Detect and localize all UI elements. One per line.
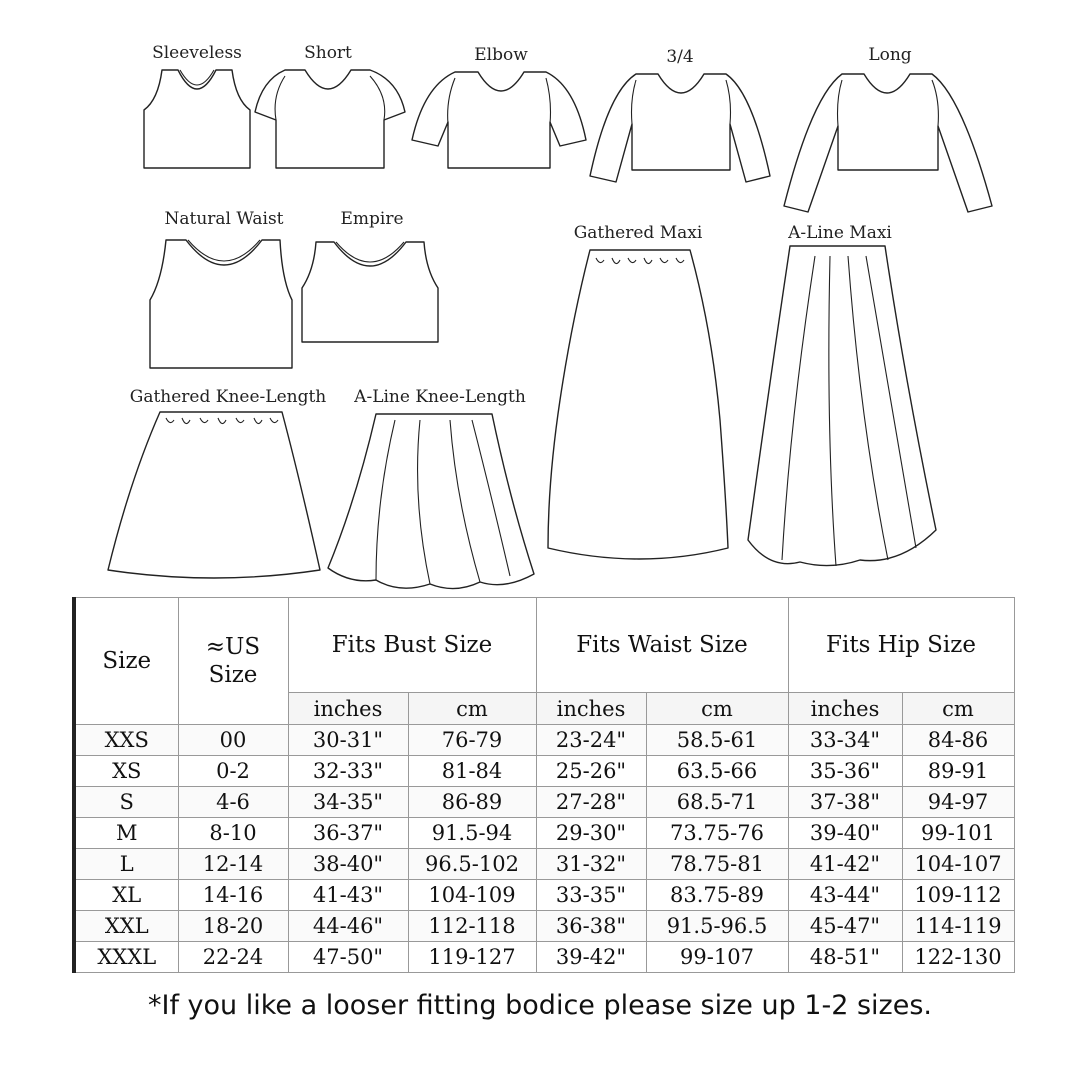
cell-bust-cm: 91.5-94 xyxy=(408,818,536,849)
cell-hip-inches: 39-40" xyxy=(788,818,902,849)
cell-hip-cm: 104-107 xyxy=(902,849,1014,880)
cell-bust-inches: 47-50" xyxy=(288,942,408,973)
cell-waist-inches: 36-38" xyxy=(536,911,646,942)
cell-us-size: 22-24 xyxy=(178,942,288,973)
cell-bust-inches: 44-46" xyxy=(288,911,408,942)
cell-hip-cm: 114-119 xyxy=(902,911,1014,942)
label-gathered-maxi: Gathered Maxi xyxy=(573,223,703,243)
cell-bust-cm: 96.5-102 xyxy=(408,849,536,880)
cell-bust-inches: 32-33" xyxy=(288,756,408,787)
cell-size: S xyxy=(74,787,178,818)
label-natural-waist: Natural Waist xyxy=(164,209,284,229)
elbow-sleeve-top-drawing xyxy=(412,72,586,168)
label-three-quarter: 3/4 xyxy=(666,47,694,67)
cell-us-size: 14-16 xyxy=(178,880,288,911)
cell-size: XXXL xyxy=(74,942,178,973)
cell-waist-cm: 83.75-89 xyxy=(646,880,788,911)
table-row xyxy=(74,849,1014,880)
cell-us-size: 12-14 xyxy=(178,849,288,880)
cell-waist-cm: 68.5-71 xyxy=(646,787,788,818)
label-short: Short xyxy=(304,43,352,63)
cell-waist-cm: 78.75-81 xyxy=(646,849,788,880)
cell-hip-inches: 48-51" xyxy=(788,942,902,973)
cell-hip-inches: 43-44" xyxy=(788,880,902,911)
cell-hip-inches: 41-42" xyxy=(788,849,902,880)
header-waist: Fits Waist Size xyxy=(536,598,788,693)
header-size: Size xyxy=(74,598,178,725)
three-quarter-sleeve-top-drawing xyxy=(590,74,770,182)
cell-bust-inches: 38-40" xyxy=(288,849,408,880)
cell-waist-cm: 63.5-66 xyxy=(646,756,788,787)
cell-waist-inches: 23-24" xyxy=(536,725,646,756)
cell-waist-inches: 25-26" xyxy=(536,756,646,787)
cell-bust-inches: 30-31" xyxy=(288,725,408,756)
gathered-knee-length-skirt-drawing xyxy=(108,412,320,578)
header-bust: Fits Bust Size xyxy=(288,598,536,693)
cell-waist-inches: 31-32" xyxy=(536,849,646,880)
cell-hip-inches: 33-34" xyxy=(788,725,902,756)
cell-hip-inches: 45-47" xyxy=(788,911,902,942)
subheader-bust-cm: cm xyxy=(408,693,536,725)
cell-size: XS xyxy=(74,756,178,787)
label-long: Long xyxy=(868,45,912,65)
cell-bust-cm: 81-84 xyxy=(408,756,536,787)
header-us-size: ≈US Size xyxy=(178,598,288,725)
cell-hip-cm: 99-101 xyxy=(902,818,1014,849)
label-empire: Empire xyxy=(340,209,404,229)
table-row xyxy=(74,787,1014,818)
cell-hip-cm: 94-97 xyxy=(902,787,1014,818)
cell-hip-cm: 109-112 xyxy=(902,880,1014,911)
table-row xyxy=(74,942,1014,973)
cell-waist-inches: 27-28" xyxy=(536,787,646,818)
sizing-note: *If you like a looser fitting bodice please size up 1-2 sizes. xyxy=(147,990,932,1021)
cell-bust-inches: 41-43" xyxy=(288,880,408,911)
cell-us-size: 0-2 xyxy=(178,756,288,787)
cell-us-size: 4-6 xyxy=(178,787,288,818)
subheader-hip-inches: inches xyxy=(788,693,902,725)
cell-waist-cm: 58.5-61 xyxy=(646,725,788,756)
cell-waist-inches: 33-35" xyxy=(536,880,646,911)
cell-bust-cm: 104-109 xyxy=(408,880,536,911)
cell-waist-cm: 99-107 xyxy=(646,942,788,973)
table-row xyxy=(74,911,1014,942)
cell-bust-inches: 36-37" xyxy=(288,818,408,849)
cell-hip-cm: 122-130 xyxy=(902,942,1014,973)
subheader-waist-inches: inches xyxy=(536,693,646,725)
table-row xyxy=(74,818,1014,849)
cell-size: M xyxy=(74,818,178,849)
cell-hip-cm: 89-91 xyxy=(902,756,1014,787)
a-line-knee-length-skirt-drawing xyxy=(328,414,534,589)
header-hip: Fits Hip Size xyxy=(788,598,1014,693)
table-row xyxy=(74,756,1014,787)
cell-waist-inches: 39-42" xyxy=(536,942,646,973)
cell-us-size: 8-10 xyxy=(178,818,288,849)
a-line-maxi-skirt-drawing xyxy=(748,246,936,566)
cell-us-size: 00 xyxy=(178,725,288,756)
gathered-maxi-skirt-drawing xyxy=(548,250,728,559)
long-sleeve-top-drawing xyxy=(784,74,992,212)
table-row xyxy=(74,725,1014,756)
cell-hip-cm: 84-86 xyxy=(902,725,1014,756)
cell-hip-inches: 35-36" xyxy=(788,756,902,787)
cell-size: XXS xyxy=(74,725,178,756)
cell-waist-inches: 29-30" xyxy=(536,818,646,849)
cell-bust-cm: 86-89 xyxy=(408,787,536,818)
natural-waist-bodice-drawing xyxy=(150,240,292,368)
empire-bodice-drawing xyxy=(302,242,438,342)
cell-bust-cm: 119-127 xyxy=(408,942,536,973)
label-elbow: Elbow xyxy=(474,45,528,65)
subheader-hip-cm: cm xyxy=(902,693,1014,725)
subheader-waist-cm: cm xyxy=(646,693,788,725)
cell-hip-inches: 37-38" xyxy=(788,787,902,818)
cell-bust-cm: 76-79 xyxy=(408,725,536,756)
cell-us-size: 18-20 xyxy=(178,911,288,942)
size-rows xyxy=(74,725,1014,973)
cell-size: XXL xyxy=(74,911,178,942)
subheader-bust-inches: inches xyxy=(288,693,408,725)
cell-waist-cm: 91.5-96.5 xyxy=(646,911,788,942)
label-a-line-knee-length: A-Line Knee-Length xyxy=(354,387,526,407)
short-sleeve-top-drawing xyxy=(255,70,405,168)
cell-size: XL xyxy=(74,880,178,911)
cell-bust-inches: 34-35" xyxy=(288,787,408,818)
label-gathered-knee-length: Gathered Knee-Length xyxy=(129,387,327,407)
label-sleeveless: Sleeveless xyxy=(152,43,242,63)
sleeveless-top-drawing xyxy=(144,70,250,168)
table-row xyxy=(74,880,1014,911)
cell-bust-cm: 112-118 xyxy=(408,911,536,942)
label-a-line-maxi: A-Line Maxi xyxy=(788,223,892,243)
size-chart-table xyxy=(72,597,1015,973)
cell-waist-cm: 73.75-76 xyxy=(646,818,788,849)
cell-size: L xyxy=(74,849,178,880)
